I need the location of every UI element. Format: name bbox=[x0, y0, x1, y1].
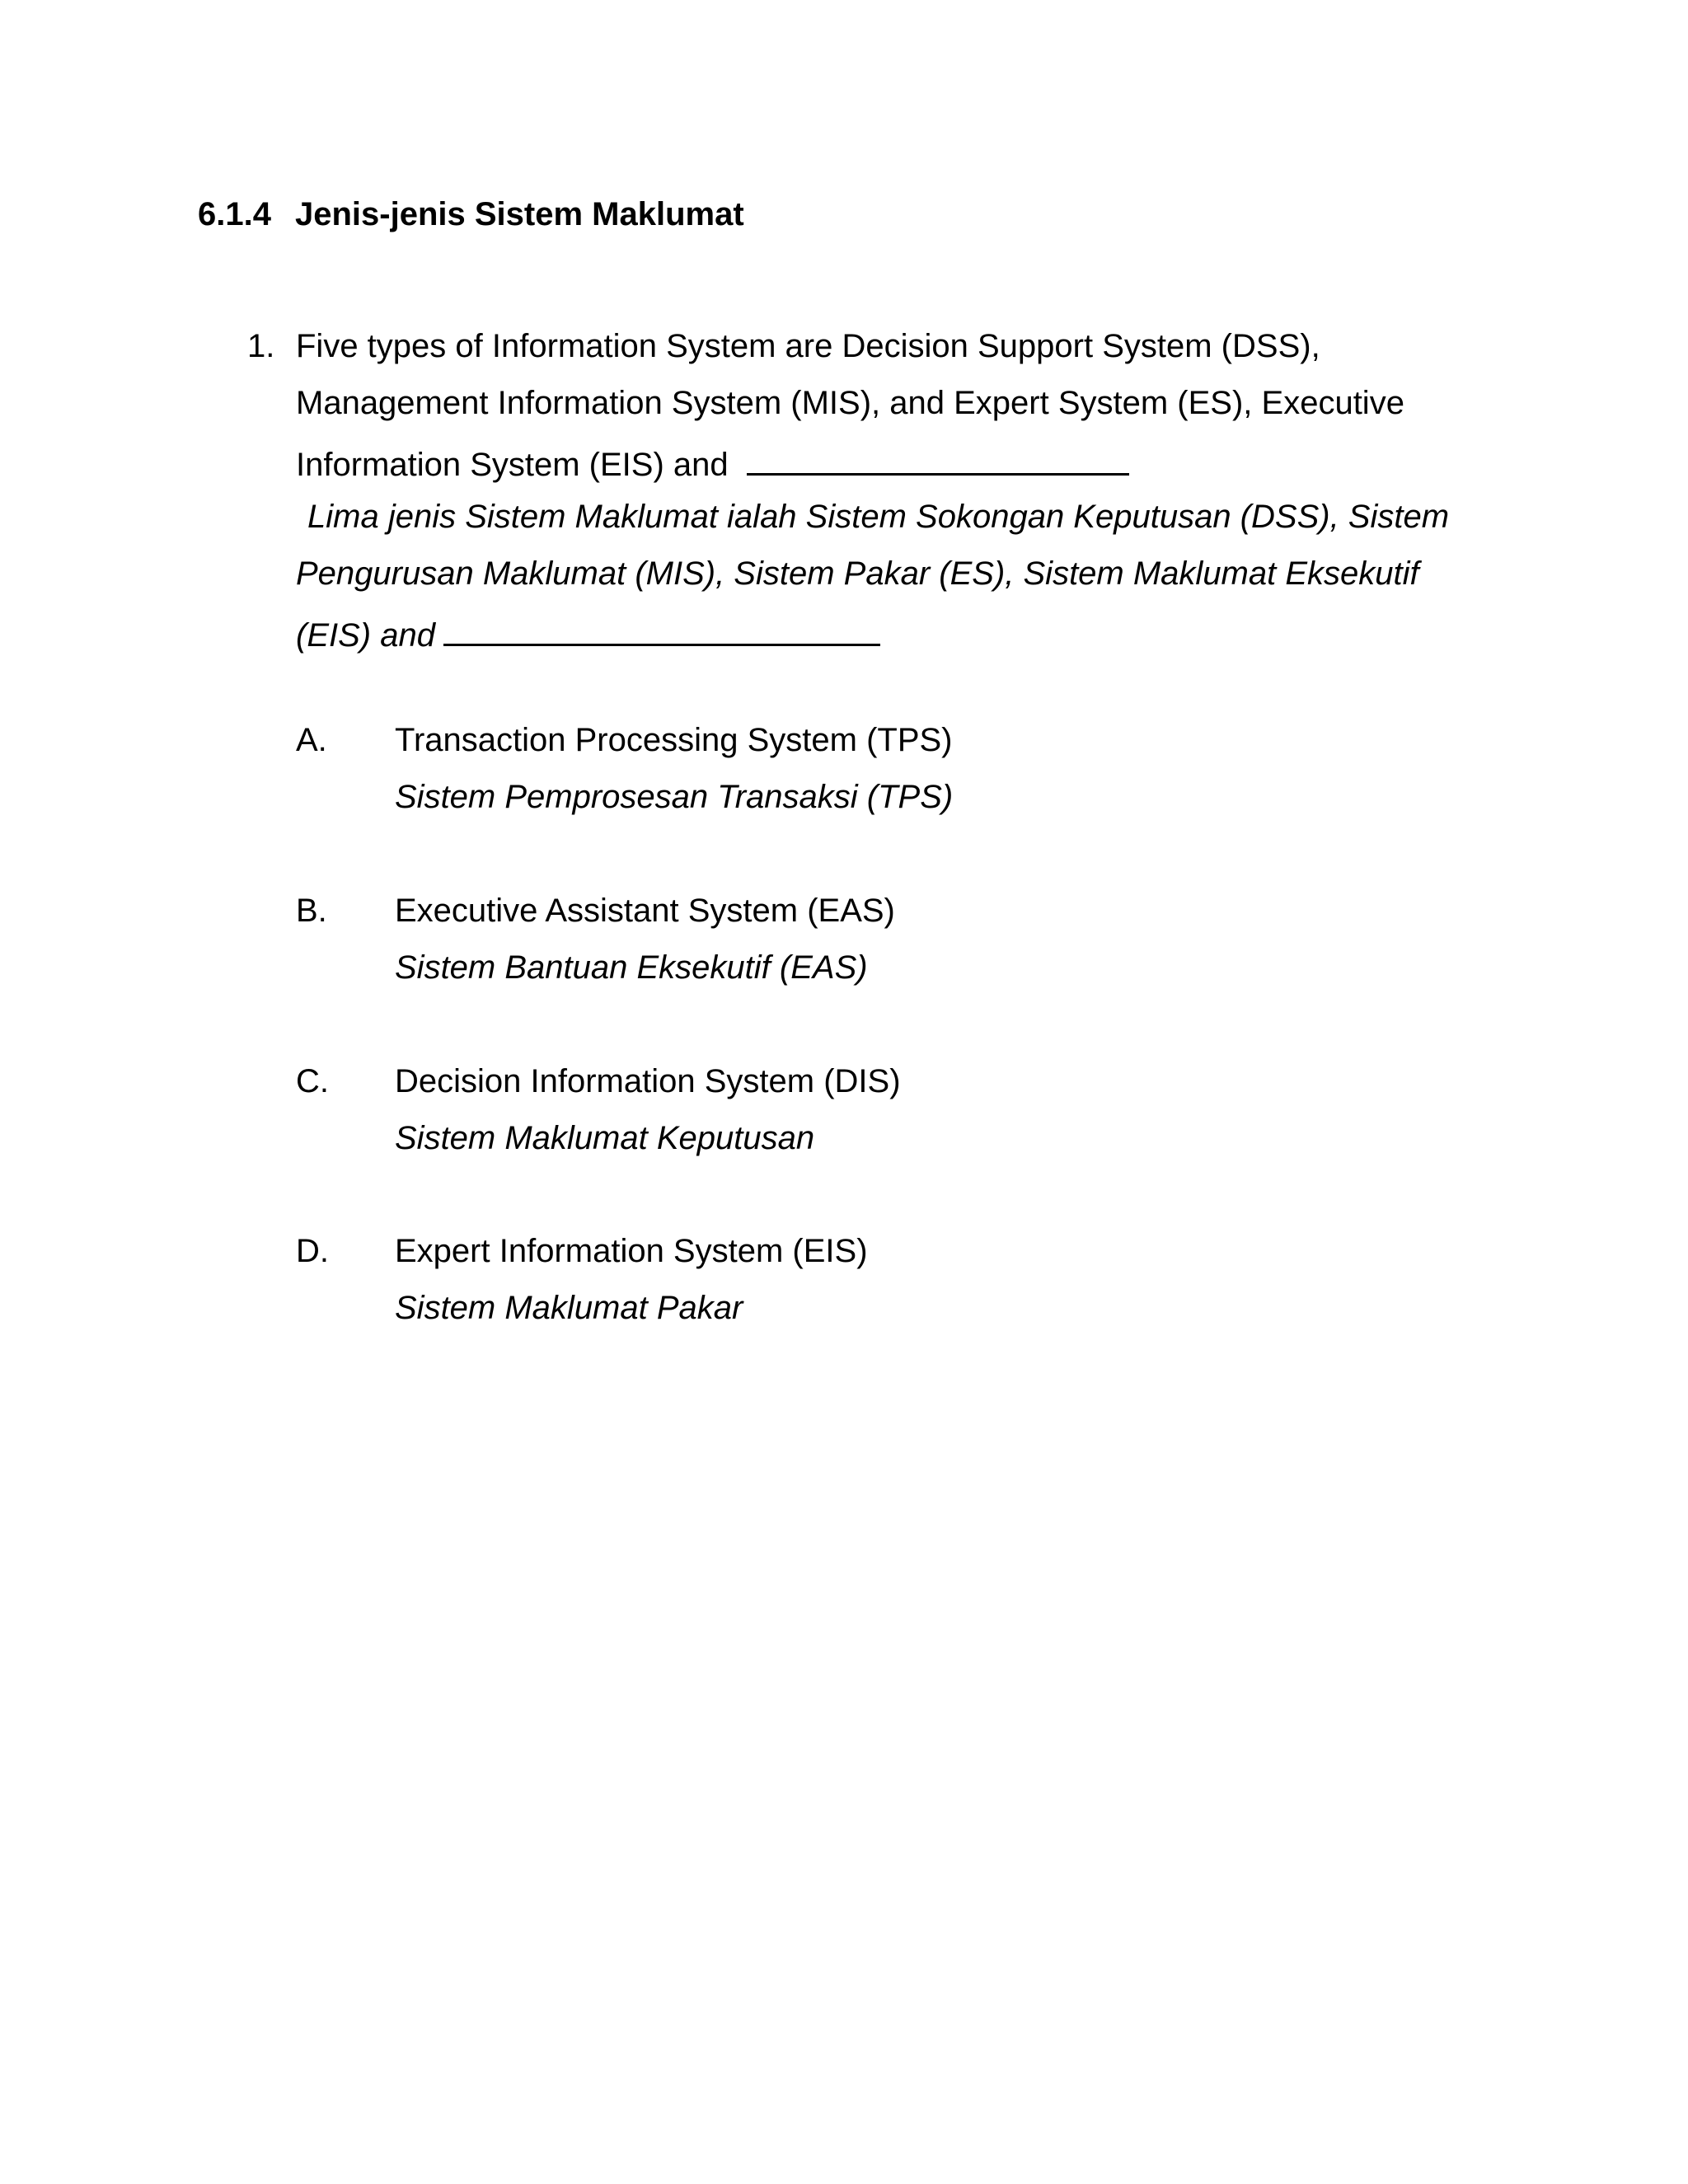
question-malay-line-1 bbox=[296, 494, 1491, 551]
question-malay-line-2: Pengurusan Maklumat (MIS), Sistem Pakar (ES), Sistem Maklumat Eksekutif bbox=[296, 555, 1419, 592]
option-c-malay: Sistem Maklumat Keputusan bbox=[395, 1120, 815, 1156]
question-english-line-1: Five types of Information System are Decision Support System (DSS), bbox=[296, 328, 1320, 364]
question-malay-line-3-text: (EIS) and bbox=[296, 617, 435, 654]
option-c-letter: C. bbox=[296, 1063, 329, 1099]
option-b-malay: Sistem Bantuan Eksekutif (EAS) bbox=[395, 949, 868, 986]
section-title: Jenis-jenis Sistem Maklumat bbox=[295, 196, 744, 232]
question-text bbox=[296, 323, 1491, 664]
option-a-english: Transaction Processing System (TPS) bbox=[395, 722, 953, 758]
question-malay-line-1-text: Lima jenis Sistem Maklumat ialah Sistem Sokongan Keputusan (DSS), Sistem bbox=[307, 499, 1450, 535]
option-d-malay: Sistem Maklumat Pakar bbox=[395, 1290, 743, 1326]
question-english-line-3 bbox=[296, 437, 1491, 494]
question-malay-line-3 bbox=[296, 607, 1491, 664]
option-c-english: Decision Information System (DIS) bbox=[395, 1063, 901, 1099]
answer-blank-english bbox=[747, 437, 1129, 476]
question-english-line-2: Management Information System (MIS), and Expert System (ES), Executive bbox=[296, 385, 1404, 421]
option-a-letter: A. bbox=[296, 722, 327, 758]
section-number: 6.1.4 bbox=[198, 196, 271, 232]
question-english-line-3-text: Information System (EIS) and bbox=[296, 447, 729, 483]
option-a-malay: Sistem Pemprosesan Transaksi (TPS) bbox=[395, 779, 954, 815]
option-d-english: Expert Information System (EIS) bbox=[395, 1233, 868, 1269]
option-d-letter: D. bbox=[296, 1233, 329, 1269]
section-heading bbox=[198, 191, 744, 237]
option-b-letter: B. bbox=[296, 893, 327, 929]
option-b-english: Executive Assistant System (EAS) bbox=[395, 893, 895, 929]
question-number: 1. bbox=[247, 328, 275, 364]
answer-blank-malay bbox=[443, 607, 880, 646]
